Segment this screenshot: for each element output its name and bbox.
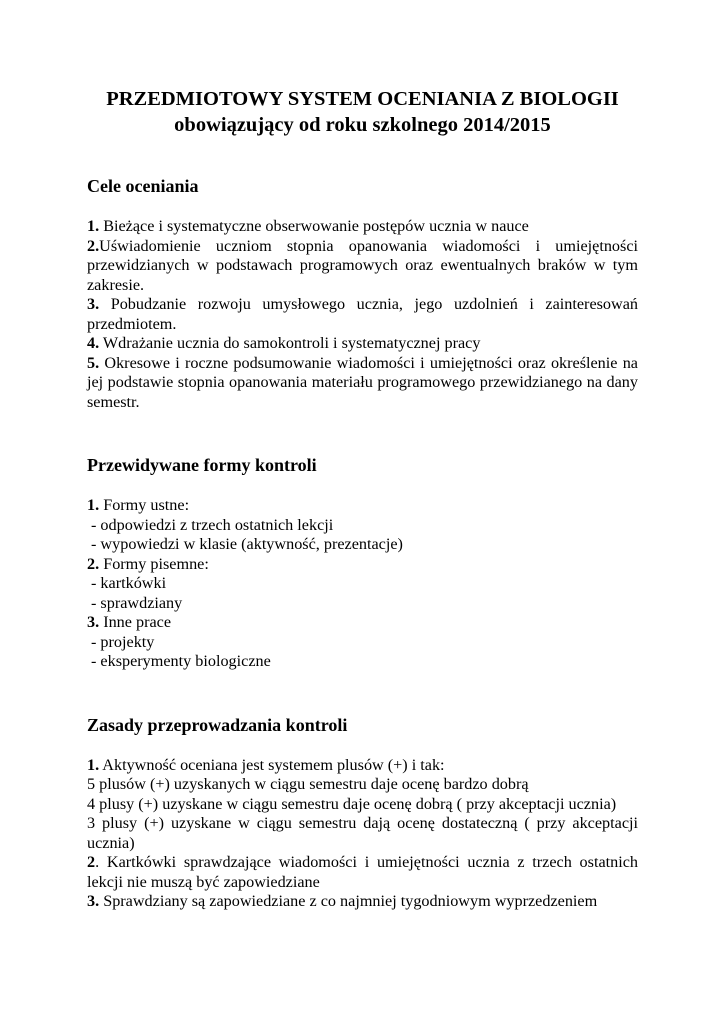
formy-sub-item: - projekty (91, 632, 155, 651)
section-heading-formy: Przewidywane formy kontroli (87, 455, 317, 475)
section-heading-zasady: Zasady przeprowadzania kontroli (87, 714, 348, 735)
formy-group-label: 2. Formy pisemne: (87, 554, 209, 573)
section-cele (87, 217, 638, 412)
cele-item: 2.Uświadomienie uczniom stopnia opanowania wiadomości i umiejętności przewidzianych w podstawach programowych oraz ewentualnych braków w tym zakresie. (87, 236, 638, 294)
formy-group-label: 1. Formy ustne: (87, 496, 190, 514)
formy-sub-item: - odpowiedzi z trzech ostatnich lekcji (91, 515, 334, 534)
formy-sub-item: - sprawdziany (91, 593, 183, 612)
section-heading-cele: Cele oceniania (87, 176, 199, 196)
formy-sub-item: - eksperymenty biologiczne (91, 652, 271, 670)
zasady-item: 3. Sprawdziany są zapowiedziane z co najmniej tygodniowym wyprzedzeniem (87, 892, 598, 910)
zasady-rule-line: 4 plusy (+) uzyskane w ciągu semestru daje ocenę dobrą ( przy akceptacji ucznia) (87, 794, 617, 813)
cele-item: 4. Wdrażanie ucznia do samokontroli i systematycznej pracy (87, 334, 481, 352)
cele-item: 5. Okresowe i roczne podsumowanie wiadomości i umiejętności oraz określenie na jej podstawie stopnia opanowania materiału programowego przewidzianego na dany semestr. (87, 353, 638, 411)
section-zasady (87, 756, 638, 912)
zasady-rule-line: 3 plusy (+) uzyskane w ciągu semestru dają ocenę dostateczną ( przy akceptacji ucznia) (87, 814, 638, 852)
cele-item: 1. Bieżące i systematyczne obserwowanie postępów ucznia w nauce (87, 217, 529, 235)
formy-sub-item: - wypowiedzi w klasie (aktywność, prezentacje) (91, 535, 403, 553)
section-formy (87, 496, 638, 672)
document-subtitle: obowiązujący od roku szkolnego 2014/2015 (174, 114, 551, 136)
zasady-item: 1. Aktywność oceniana jest systemem plusów (+) i tak: (87, 755, 445, 774)
zasady-item: 2. Kartkówki sprawdzające wiadomości i umiejętności ucznia z trzech ostatnich lekcji nie muszą być zapowiedziane (87, 853, 638, 891)
document-title: PRZEDMIOTOWY SYSTEM OCENIANIA Z BIOLOGII (106, 88, 619, 110)
formy-group-label: 3. Inne prace (87, 613, 172, 631)
cele-item: 3. Pobudzanie rozwoju umysłowego ucznia, jego uzdolnień i zainteresowań przedmiotem. (87, 295, 638, 333)
zasady-rule-line: 5 plusów (+) uzyskanych w ciągu semestru daje ocenę bardzo dobrą (87, 775, 529, 793)
formy-sub-item: - kartkówki (91, 574, 167, 592)
